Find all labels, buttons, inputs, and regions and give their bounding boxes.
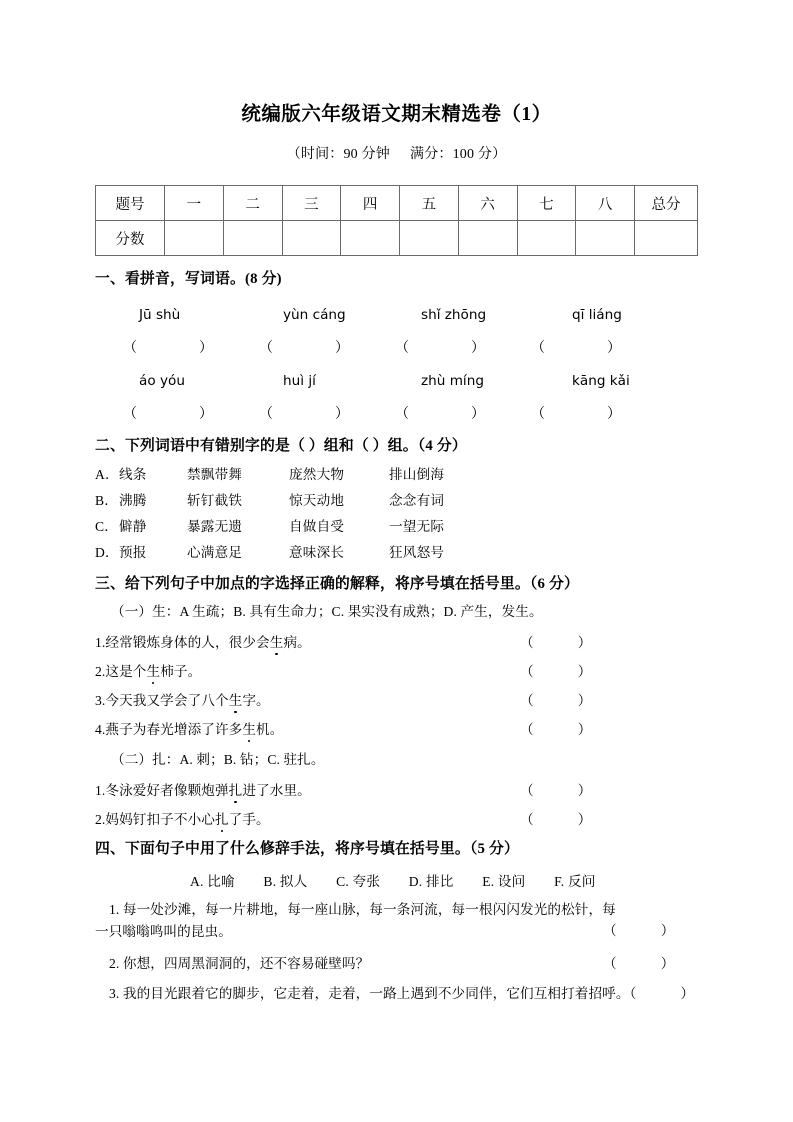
exam-total-score: 满分：100 分）: [410, 147, 507, 163]
section-2-option-d[interactable]: [95, 541, 698, 561]
question-text: 4.燕子为春光增添了许多生机。: [95, 718, 283, 738]
score-cell-4[interactable]: [341, 221, 400, 256]
question-text-line-1: 1. 每一处沙滩，每一片耕地，每一座山脉，每一条河流，每一根闪闪发光的松针，每: [109, 902, 616, 918]
answer-blank-1[interactable]: （ ）: [123, 340, 213, 356]
rhetoric-option-d[interactable]: D. 排比: [408, 874, 454, 890]
pinyin-7: zhù míng: [421, 372, 484, 389]
answer-blank[interactable]: （ ）: [520, 721, 592, 737]
score-cell-5[interactable]: [400, 221, 459, 256]
section-3-item-3: [95, 689, 698, 709]
score-cell-8[interactable]: [576, 221, 635, 256]
section-3-part-2-label: （二）扎：A. 刺；B. 钻；C. 驻扎。: [111, 751, 325, 767]
score-table-row-label-question: 题号: [96, 186, 165, 221]
section-3-part2-item-2: [95, 808, 698, 828]
section-3-item-2: [95, 660, 698, 680]
score-table-col-1: 一: [165, 186, 224, 221]
answer-blank-2[interactable]: （ ）: [259, 340, 349, 356]
option-word-2: 心满意足: [187, 545, 243, 561]
section-4-item-1: [95, 899, 698, 943]
answer-blank-6[interactable]: （ ）: [259, 406, 349, 422]
answer-bracket-row-2: [95, 403, 698, 423]
option-word-4: 念念有词: [389, 493, 445, 509]
answer-blank[interactable]: （ ）: [520, 782, 592, 798]
pinyin-8: kāng kǎi: [572, 372, 630, 389]
score-table-col-3: 三: [282, 186, 341, 221]
option-word-3: 自做自受: [289, 519, 345, 535]
answer-blank-7[interactable]: （ ）: [395, 406, 485, 422]
question-text: 2.这是个生柿子。: [95, 660, 201, 680]
exam-meta: [95, 143, 698, 163]
rhetoric-option-f[interactable]: F. 反问: [554, 874, 596, 890]
rhetoric-option-a[interactable]: A. 比喻: [190, 874, 235, 890]
answer-blank[interactable]: （ ）: [603, 955, 675, 971]
pinyin-2: yùn cáng: [283, 306, 346, 323]
score-table-col-6: 六: [458, 186, 517, 221]
section-2-heading: 二、下列词语中有错别字的是（ ）组和（ ）组。（4 分）: [95, 437, 467, 454]
option-word-3: 惊天动地: [289, 493, 345, 509]
answer-blank[interactable]: （ ）: [629, 985, 695, 1001]
answer-blank-4[interactable]: （ ）: [531, 340, 621, 356]
dotted-char: 生: [270, 631, 284, 651]
score-table-col-7: 七: [517, 186, 576, 221]
table-row-scores: [96, 221, 698, 256]
dotted-char: 生: [147, 660, 161, 680]
pinyin-1: Jū shù: [139, 306, 181, 323]
answer-blank[interactable]: （ ）: [520, 663, 592, 679]
section-2-option-a[interactable]: [95, 463, 698, 483]
table-row-question-numbers: [96, 186, 698, 221]
question-text: 2.妈妈钉扣子不小心扎了手。: [95, 808, 270, 828]
section-1-heading: 一、看拼音，写词语。(8 分): [95, 271, 282, 288]
question-text: 3. 我的目光跟着它的脚步，它走着，走着，一路上遇到不少同伴，它们互相打着招呼。: [109, 985, 630, 1001]
score-table-row-label-score: 分数: [96, 221, 165, 256]
dotted-char: 扎: [215, 808, 229, 828]
dotted-char: 生: [229, 689, 243, 709]
question-text-line-2: 一只嗡嗡鸣叫的昆虫。: [95, 924, 232, 940]
option-letter: C．: [95, 519, 119, 535]
answer-blank-8[interactable]: （ ）: [531, 406, 621, 422]
question-text: 3.今天我又学会了八个生字。: [95, 689, 270, 709]
answer-bracket-row-1: [95, 337, 698, 357]
option-word-1: 沸腾: [119, 493, 147, 509]
section-4-item-3: [95, 982, 698, 1002]
section-3-item-4: [95, 718, 698, 738]
answer-blank[interactable]: （ ）: [520, 692, 592, 708]
rhetoric-option-b[interactable]: B. 拟人: [263, 874, 308, 890]
pinyin-row-2: [95, 373, 698, 389]
score-cell-6[interactable]: [458, 221, 517, 256]
answer-blank[interactable]: （ ）: [603, 923, 675, 939]
score-table-col-4: 四: [341, 186, 400, 221]
option-word-2: 禁飘带舞: [187, 467, 243, 483]
pinyin-row-1: [95, 307, 698, 323]
question-text: 1.经常锻炼身体的人，很少会生病。: [95, 631, 311, 651]
page-title: 统编版六年级语文期末精选卷（1）: [241, 104, 552, 125]
section-2-option-b[interactable]: [95, 489, 698, 509]
option-word-4: 狂风怒号: [389, 545, 445, 561]
answer-blank[interactable]: （ ）: [520, 811, 592, 827]
answer-blank-5[interactable]: （ ）: [123, 406, 213, 422]
section-3-part2-item-1: [95, 779, 698, 799]
option-word-4: 一望无际: [389, 519, 445, 535]
exam-duration: （时间：90 分钟: [286, 147, 390, 163]
score-table-col-5: 五: [400, 186, 459, 221]
dotted-char: 生: [242, 718, 256, 738]
question-text: 2. 你想，四周黑洞洞的，还不容易碰壁吗？: [109, 955, 370, 971]
section-4-options: [95, 870, 698, 890]
answer-blank[interactable]: （ ）: [520, 634, 592, 650]
section-3-item-1: [95, 631, 698, 651]
section-2-option-c[interactable]: [95, 515, 698, 535]
question-text: 1.冬泳爱好者像颗炮弹扎进了水里。: [95, 779, 311, 799]
option-word-2: 暴露无遗: [187, 519, 243, 535]
score-table-col-8: 八: [576, 186, 635, 221]
rhetoric-option-e[interactable]: E. 设问: [482, 874, 526, 890]
option-letter: A．: [95, 467, 119, 483]
pinyin-4: qī liáng: [572, 306, 622, 323]
score-cell-total[interactable]: [635, 221, 698, 256]
score-cell-1[interactable]: [165, 221, 224, 256]
option-word-1: 预报: [119, 545, 147, 561]
option-letter: D．: [95, 545, 119, 561]
score-table-container: [95, 185, 698, 256]
score-table-col-total: 总分: [635, 186, 698, 221]
section-3-part-1-label: （一）生：A 生疏；B. 具有生命力；C. 果实没有成熟；D. 产生，发生。: [111, 603, 543, 619]
dotted-char: 扎: [229, 779, 243, 799]
score-cell-2[interactable]: [223, 221, 282, 256]
pinyin-6: huì jí: [283, 372, 316, 389]
pinyin-3: shǐ zhōng: [421, 306, 487, 323]
section-4-heading: 四、下面句子中用了什么修辞手法，将序号填在括号里。（5 分）: [95, 840, 520, 857]
option-word-2: 斩钉截铁: [187, 493, 243, 509]
answer-blank-3[interactable]: （ ）: [395, 340, 485, 356]
score-table: [95, 185, 698, 256]
score-cell-3[interactable]: [282, 221, 341, 256]
score-table-col-2: 二: [223, 186, 282, 221]
section-4-item-2: [95, 952, 698, 973]
section-3-heading: 三、给下列句子中加点的字选择正确的解释，将序号填在括号里。（6 分）: [95, 576, 580, 593]
score-cell-7[interactable]: [517, 221, 576, 256]
option-word-4: 排山倒海: [389, 467, 445, 483]
option-word-3: 庞然大物: [289, 467, 345, 483]
pinyin-5: áo yóu: [139, 372, 185, 389]
option-word-3: 意味深长: [289, 545, 345, 561]
option-letter: B．: [95, 493, 119, 509]
option-word-1: 线条: [119, 467, 147, 483]
rhetoric-option-c[interactable]: C. 夸张: [336, 874, 381, 890]
option-word-1: 僻静: [119, 519, 147, 535]
